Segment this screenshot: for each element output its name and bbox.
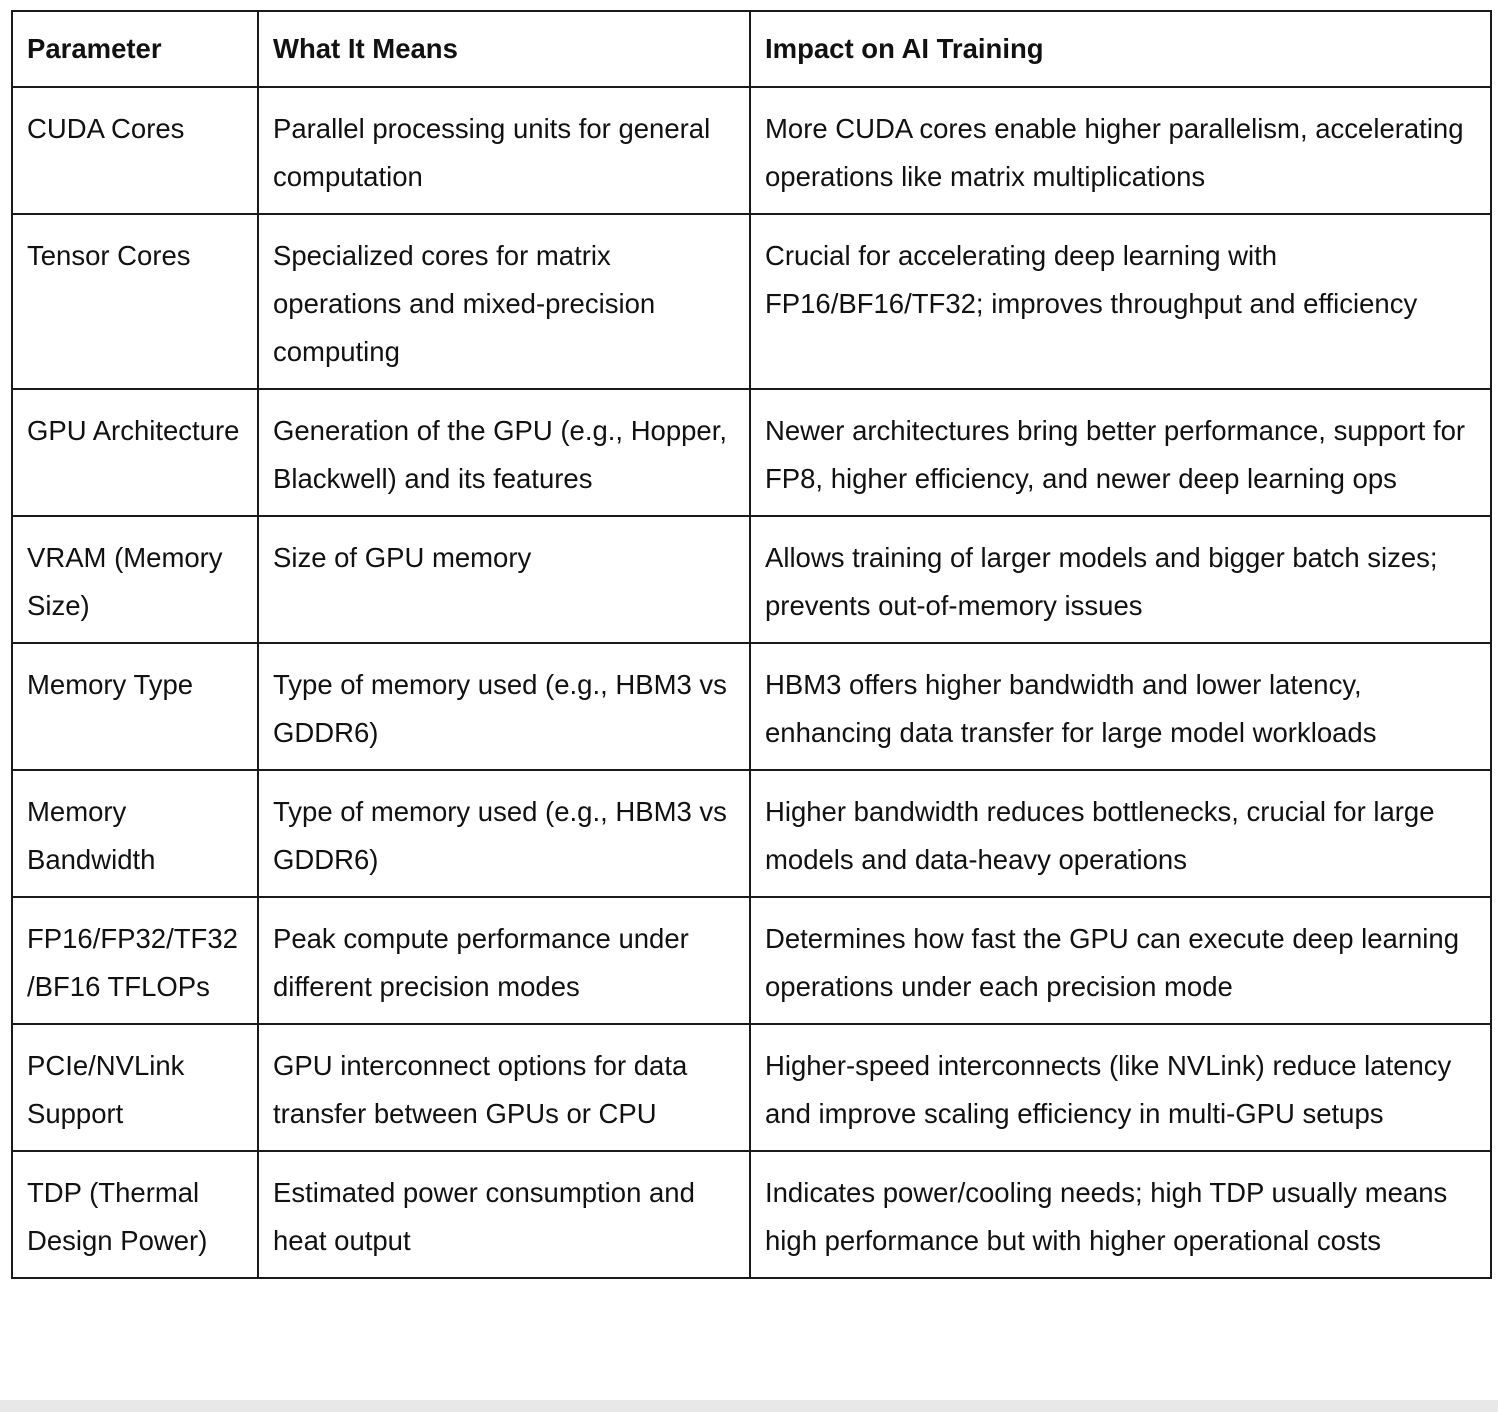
cell-meaning: GPU interconnect options for data transfer between GPUs or CPU [258, 1024, 750, 1151]
table-row [12, 1151, 1491, 1278]
cell-parameter: TDP (Thermal Design Power) [12, 1151, 258, 1278]
cell-impact: Higher bandwidth reduces bottlenecks, crucial for large models and data-heavy operations [750, 770, 1491, 897]
table-row [12, 643, 1491, 770]
table-row [12, 770, 1491, 897]
table-header-row [12, 11, 1491, 87]
table-row [12, 516, 1491, 643]
cell-parameter: FP16/FP32/TF32/BF16 TFLOPs [12, 897, 258, 1024]
cell-parameter: Memory Bandwidth [12, 770, 258, 897]
cell-meaning: Type of memory used (e.g., HBM3 vs GDDR6) [258, 643, 750, 770]
cell-parameter: Tensor Cores [12, 214, 258, 389]
bottom-edge-strip [0, 1400, 1498, 1412]
cell-impact: Allows training of larger models and bigger batch sizes; prevents out-of-memory issues [750, 516, 1491, 643]
cell-meaning: Type of memory used (e.g., HBM3 vs GDDR6) [258, 770, 750, 897]
cell-parameter: VRAM (Memory Size) [12, 516, 258, 643]
cell-impact: Determines how fast the GPU can execute deep learning operations under each precision mode [750, 897, 1491, 1024]
cell-meaning: Specialized cores for matrix operations and mixed-precision computing [258, 214, 750, 389]
cell-parameter: CUDA Cores [12, 87, 258, 214]
table-row [12, 1024, 1491, 1151]
table-row [12, 214, 1491, 389]
header-parameter: Parameter [12, 11, 258, 87]
cell-impact: More CUDA cores enable higher parallelism, accelerating operations like matrix multiplications [750, 87, 1491, 214]
cell-meaning: Parallel processing units for general computation [258, 87, 750, 214]
cell-impact: Newer architectures bring better performance, support for FP8, higher efficiency, and newer deep learning ops [750, 389, 1491, 516]
cell-impact: Crucial for accelerating deep learning with FP16/BF16/TF32; improves throughput and efficiency [750, 214, 1491, 389]
cell-parameter: Memory Type [12, 643, 258, 770]
cell-impact: HBM3 offers higher bandwidth and lower latency, enhancing data transfer for large model workloads [750, 643, 1491, 770]
header-impact-on-ai-training: Impact on AI Training [750, 11, 1491, 87]
table-row [12, 389, 1491, 516]
cell-meaning: Estimated power consumption and heat output [258, 1151, 750, 1278]
gpu-parameters-table [11, 10, 1492, 1279]
header-what-it-means: What It Means [258, 11, 750, 87]
cell-meaning: Generation of the GPU (e.g., Hopper, Blackwell) and its features [258, 389, 750, 516]
cell-parameter: GPU Architecture [12, 389, 258, 516]
cell-impact: Indicates power/cooling needs; high TDP usually means high performance but with higher operational costs [750, 1151, 1491, 1278]
cell-impact: Higher-speed interconnects (like NVLink) reduce latency and improve scaling efficiency in multi-GPU setups [750, 1024, 1491, 1151]
cell-meaning: Peak compute performance under different precision modes [258, 897, 750, 1024]
table-row [12, 87, 1491, 214]
table-row [12, 897, 1491, 1024]
cell-parameter: PCIe/NVLink Support [12, 1024, 258, 1151]
cell-meaning: Size of GPU memory [258, 516, 750, 643]
